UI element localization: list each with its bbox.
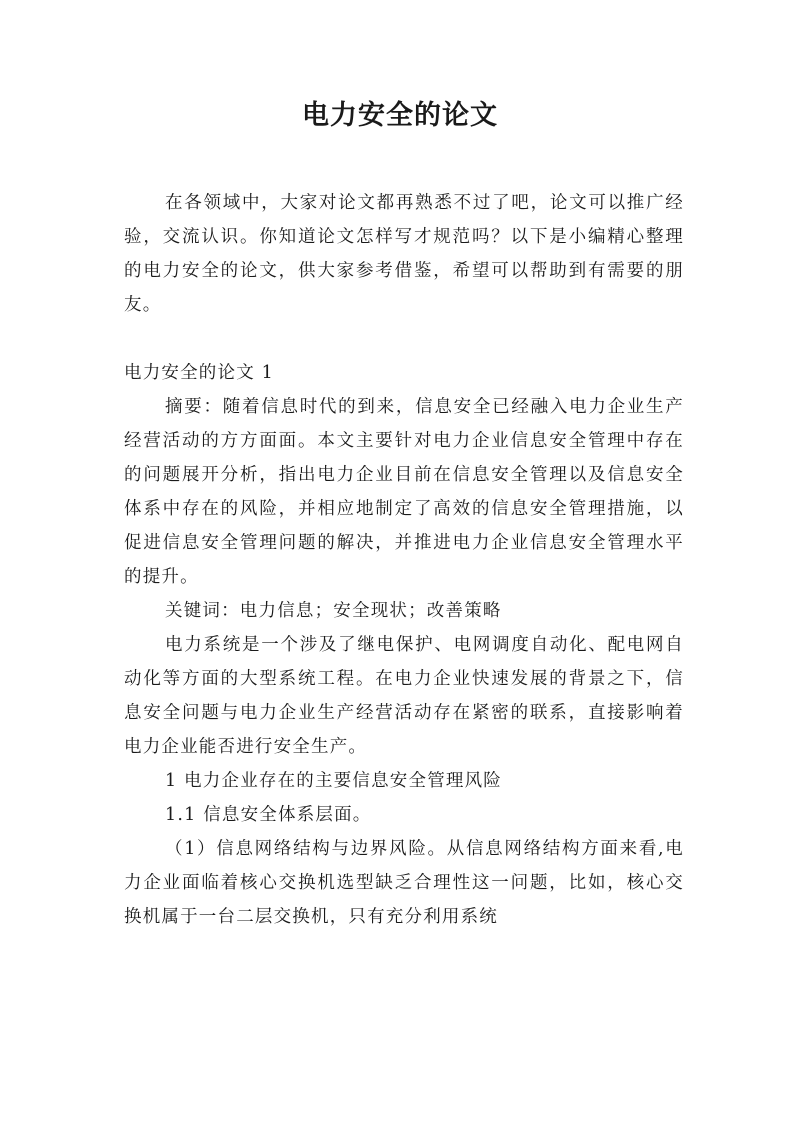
heading-level-1: 1 电力企业存在的主要信息安全管理风险 [165, 771, 502, 791]
abstract-paragraph: 摘要：随着信息时代的到来，信息安全已经融入电力企业生产经营活动的方方面面。本文主要针对电力企业信息安全管理中存在的问题展开分析，指出电力企业目前在信息安全管理以及信息安全体系中存在的风险，并相应地制定了高效的信息安全管理措施，以促进信息安全管理问题的解决，并推进电力企业信息安全管理水平的提升。 [124, 397, 684, 587]
heading-level-2: 1.1 信息安全体系层面。 [165, 805, 372, 825]
intro-paragraph: 在各领域中，大家对论文都再熟悉不过了吧，论文可以推广经验，交流认识。你知道论文怎样写才规范吗？以下是小编精心整理的电力安全的论文，供大家参考借鉴，希望可以帮助到有需要的朋友。 [124, 193, 684, 315]
body-paragraph: 电力系统是一个涉及了继电保护、电网调度自动化、配电网自动化等方面的大型系统工程。在电力企业快速发展的背景之下，信息安全问题与电力企业生产经营活动存在紧密的联系，直接影响着电力企业能否进行安全生产。 [124, 635, 684, 757]
body-paragraph-risk: （1）信息网络结构与边界风险。从信息网络结构方面来看,电力企业面临着核心交换机选型缺乏合理性这一问题，比如，核心交换机属于一台二层交换机，只有充分利用系统 [124, 839, 684, 927]
paragraph-spacer [124, 322, 684, 356]
document-body [124, 186, 684, 934]
keywords-paragraph: 关键词：电力信息；安全现状；改善策略 [165, 601, 502, 621]
document-title: 电力安全的论文 [302, 100, 498, 131]
section-heading: 电力安全的论文 1 [124, 363, 274, 383]
